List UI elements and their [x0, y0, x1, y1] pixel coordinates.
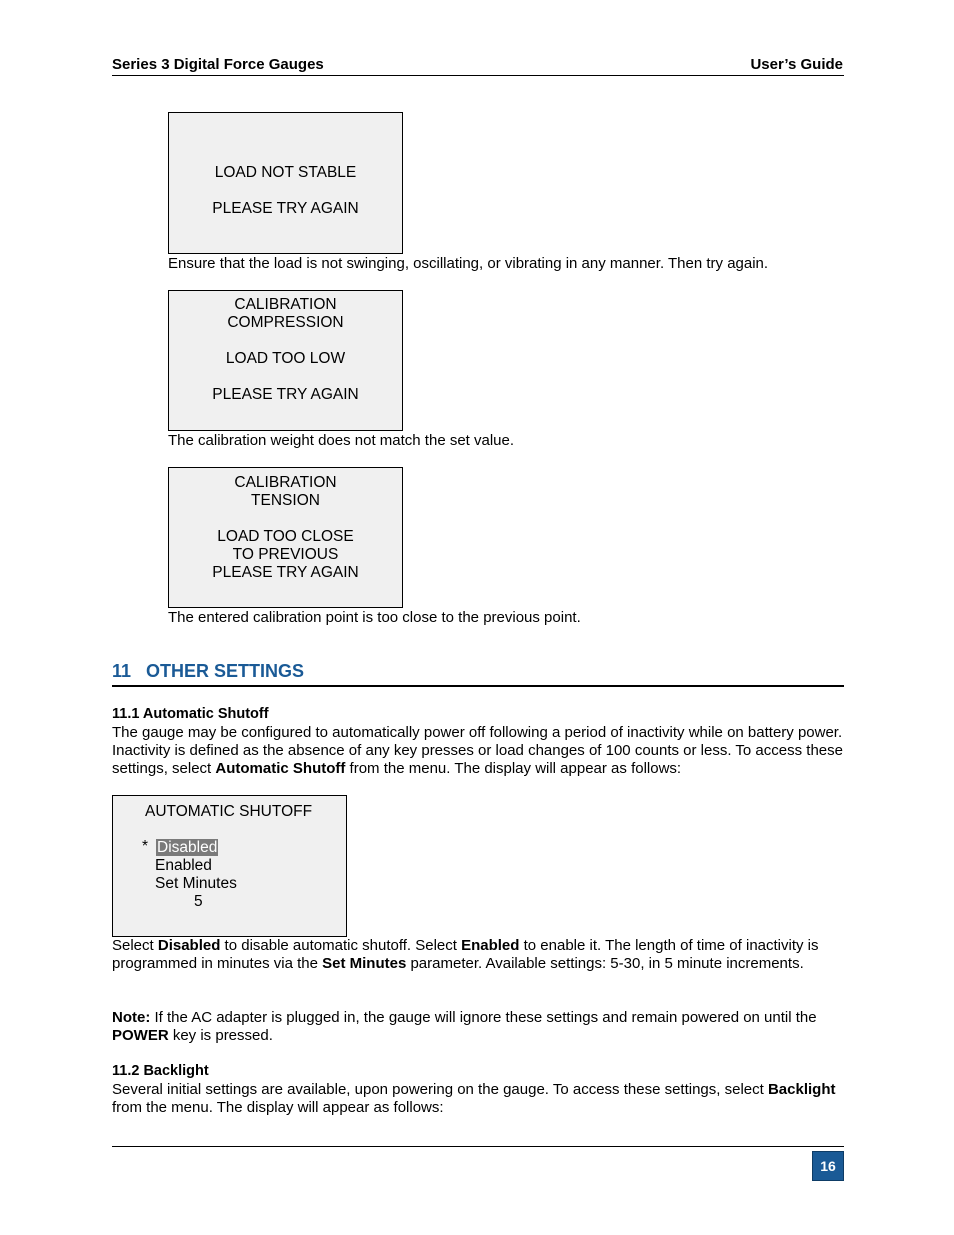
- bold-term: Set Minutes: [322, 955, 407, 972]
- bold-term: POWER: [112, 1027, 169, 1044]
- lcd-line: [169, 368, 402, 386]
- lcd-line: PLEASE TRY AGAIN: [212, 564, 359, 581]
- screen-caption: The calibration weight does not match the set value.: [168, 432, 515, 449]
- lcd-screen-load-too-low: [168, 290, 403, 431]
- section-rule: [112, 685, 844, 687]
- lcd-screen-automatic-shutoff: [112, 795, 347, 937]
- bold-term: Disabled: [157, 937, 221, 954]
- lcd-line: LOAD NOT STABLE: [214, 164, 357, 181]
- lcd-line: CALIBRATION: [234, 474, 337, 491]
- lcd-screen-load-not-stable: [168, 112, 403, 254]
- text-run: to enable it. The length of time of inactivity is programmed in minutes via the: [112, 937, 819, 972]
- lcd-line: PLEASE TRY AGAIN: [212, 386, 359, 403]
- bold-term: Enabled: [461, 937, 520, 954]
- lcd-line: TO PREVIOUS: [232, 546, 339, 563]
- menu-option-set-minutes: Set Minutes: [155, 875, 237, 892]
- menu-title: AUTOMATIC SHUTOFF: [145, 803, 313, 820]
- lcd-line: COMPRESSION: [227, 314, 344, 331]
- lcd-screen-load-too-close: [168, 467, 403, 608]
- lcd-line: [169, 128, 402, 146]
- text-run: from the menu. The display will appear as follows:: [345, 760, 682, 777]
- lcd-line: PLEASE TRY AGAIN: [212, 200, 359, 217]
- text-run: from the menu. The display will appear as follows:: [112, 1099, 444, 1116]
- section-number: 11: [112, 661, 132, 681]
- shutoff-intro-paragraph: [112, 724, 844, 778]
- text-run: key is pressed.: [168, 1027, 273, 1044]
- lcd-line: CALIBRATION: [234, 296, 337, 313]
- text-run: Several initial settings are available, upon powering on the gauge. To access these settings, select: [112, 1081, 768, 1098]
- header-rule: [112, 75, 844, 76]
- menu-highlight: Disabled: [157, 839, 218, 856]
- shutoff-description-paragraph: [112, 937, 844, 973]
- text-run: parameter. Available settings: 5-30, in 5 minute increments.: [406, 955, 804, 972]
- menu-selected-marker: *: [142, 838, 149, 855]
- lcd-line: TENSION: [251, 492, 320, 509]
- header-left-title: Series 3 Digital Force Gauges: [112, 56, 324, 73]
- menu-minutes-value: 5: [194, 893, 203, 910]
- header-right-title: User’s Guide: [750, 56, 843, 73]
- bold-term: Automatic Shutoff: [215, 760, 346, 777]
- bold-term: Backlight: [767, 1081, 836, 1098]
- section-title: OTHER SETTINGS: [146, 661, 305, 681]
- screen-caption: Ensure that the load is not swinging, oscillating, or vibrating in any manner. Then try again.: [168, 255, 769, 272]
- lcd-line: [169, 332, 402, 350]
- text-run: Select: [112, 937, 158, 954]
- page-number: 16: [812, 1151, 844, 1181]
- lcd-line: LOAD TOO LOW: [225, 350, 346, 367]
- backlight-paragraph: [112, 1081, 844, 1117]
- lcd-line: LOAD TOO CLOSE: [217, 528, 354, 545]
- footer-rule: [112, 1146, 844, 1147]
- subsection-heading-shutoff: 11.1 Automatic Shutoff: [112, 706, 269, 722]
- menu-option-enabled: Enabled: [155, 857, 212, 874]
- shutoff-note-paragraph: [112, 1009, 844, 1045]
- section-heading: [112, 661, 304, 682]
- lcd-line: [169, 182, 402, 200]
- text-run: If the AC adapter is plugged in, the gauge will ignore these settings and remain powered on until the: [150, 1009, 817, 1026]
- text-run: The gauge may be configured to automatically power off following a period of inactivity while on battery power. Inactivity is defined as the absence of any key presses or load changes of 100 counts or less. To access these settings, select: [112, 724, 843, 777]
- lcd-line: [169, 510, 402, 528]
- screen-caption: The entered calibration point is too close to the previous point.: [168, 609, 581, 626]
- note-label: Note:: [112, 1009, 151, 1026]
- lcd-line: [169, 146, 402, 164]
- text-run: to disable automatic shutoff. Select: [220, 937, 462, 954]
- subsection-heading-backlight: 11.2 Backlight: [112, 1063, 209, 1079]
- menu-option-disabled: [156, 839, 218, 857]
